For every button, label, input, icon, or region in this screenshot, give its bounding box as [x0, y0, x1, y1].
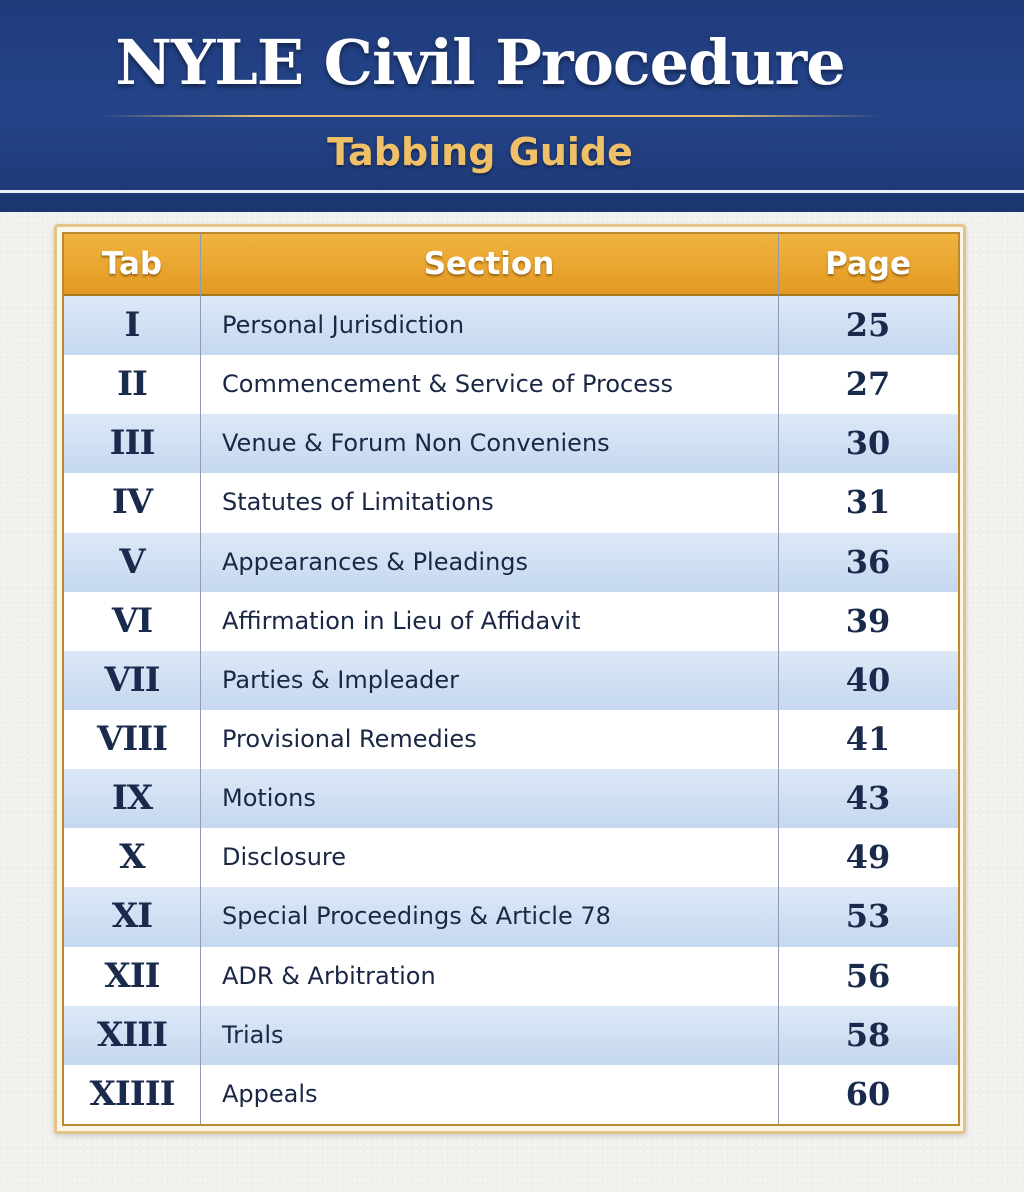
page-number: 30 — [845, 424, 891, 463]
header-page: Page — [824, 246, 912, 282]
tab-numeral: VIII — [96, 719, 168, 759]
section-name: Commencement & Service of Process — [222, 370, 674, 399]
tab-numeral: II — [117, 364, 147, 405]
table-row — [64, 828, 958, 888]
page-number: 40 — [845, 660, 891, 699]
page-number: 49 — [845, 838, 891, 877]
table-row — [64, 710, 958, 770]
tab-numeral: IX — [111, 778, 153, 819]
section-name: Statutes of Limitations — [222, 488, 494, 517]
page-number: 56 — [845, 956, 891, 995]
tab-numeral: X — [119, 837, 145, 878]
page-number: 36 — [845, 542, 891, 581]
section-name: Affirmation in Lieu of Affidavit — [222, 606, 581, 635]
header-bottom-band — [0, 196, 1024, 212]
table-row — [64, 1065, 958, 1125]
table-row — [64, 1006, 958, 1066]
table-header-row — [64, 234, 958, 296]
column-divider — [778, 234, 779, 1124]
page-number: 53 — [845, 897, 891, 936]
section-name: Appearances & Pleadings — [222, 547, 529, 576]
header-tab: Tab — [101, 246, 163, 282]
table-row — [64, 355, 958, 415]
tab-numeral: I — [124, 305, 140, 345]
page-title: NYLE Civil Procedure — [115, 26, 845, 99]
table-row — [64, 414, 958, 474]
table-row — [64, 473, 958, 533]
tab-numeral: IV — [111, 482, 153, 523]
tab-numeral: III — [109, 423, 155, 464]
section-name: Special Proceedings & Article 78 — [222, 902, 611, 931]
page-number: 43 — [845, 779, 891, 818]
tab-numeral: XIII — [96, 1014, 168, 1055]
tabbing-table — [62, 232, 960, 1126]
section-name: Parties & Impleader — [222, 665, 459, 694]
section-name: Motions — [222, 784, 316, 813]
tab-numeral: XI — [111, 896, 153, 937]
table-row — [64, 947, 958, 1007]
section-name: Provisional Remedies — [222, 725, 477, 753]
page-number: 27 — [845, 365, 891, 404]
table-row — [64, 651, 958, 711]
tab-numeral: VII — [104, 659, 160, 700]
table-row — [64, 296, 958, 356]
section-name: ADR & Arbitration — [222, 961, 436, 990]
table-row — [64, 887, 958, 947]
section-name: Personal Jurisdiction — [222, 311, 465, 339]
title-rule — [100, 115, 880, 117]
section-name: Appeals — [222, 1079, 318, 1108]
header-section: Section — [423, 246, 555, 282]
section-name: Trials — [222, 1020, 284, 1049]
page-number: 58 — [845, 1015, 891, 1054]
header-divider — [0, 190, 1024, 193]
column-divider — [200, 234, 201, 1124]
section-name: Venue & Forum Non Conveniens — [222, 429, 610, 458]
page-number: 31 — [845, 483, 891, 522]
tab-numeral: XII — [104, 955, 160, 996]
page-subtitle: Tabbing Guide — [327, 130, 633, 174]
page-number: 41 — [845, 720, 891, 758]
table-row — [64, 533, 958, 593]
page-number: 60 — [845, 1074, 891, 1113]
tab-numeral: XIIII — [89, 1073, 175, 1114]
page-number: 25 — [845, 306, 891, 344]
page-number: 39 — [845, 601, 891, 640]
tab-numeral: V — [119, 541, 145, 582]
table-row — [64, 769, 958, 829]
table-row — [64, 592, 958, 652]
tab-numeral: VI — [111, 600, 153, 641]
section-name: Disclosure — [222, 843, 347, 872]
